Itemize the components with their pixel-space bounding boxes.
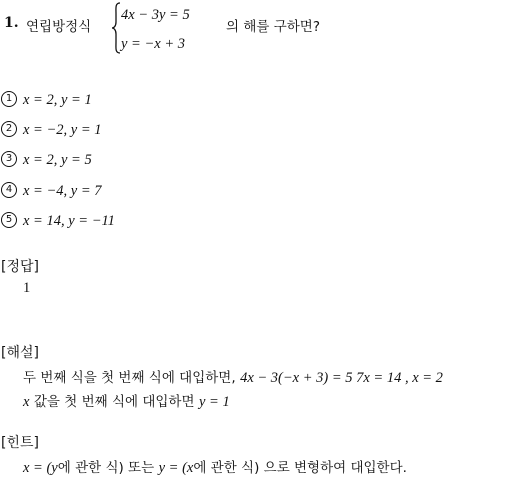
left-brace-icon	[111, 2, 121, 54]
choice-2[interactable]	[1, 122, 101, 139]
explanation-math: 4x − 3(−x + 3) = 5 7x = 14 , x = 2	[240, 370, 443, 386]
choice-text: x = −2, y = 1	[23, 122, 102, 138]
explanation-text: 값을 첫 번째 식에 대입하면	[33, 394, 195, 410]
choice-text: x = 14, y = −11	[23, 213, 115, 229]
choice-marker: 2	[1, 121, 17, 137]
question-label: 연립방정식	[26, 19, 92, 35]
question-number: 1.	[4, 15, 19, 31]
hint-math: y = (x	[158, 460, 194, 476]
question-tail: 의 해를 구하면?	[226, 19, 320, 35]
hint-text: 에 관한 식) 으로 변형하여 대입한다.	[193, 460, 407, 476]
hint-math: x = (y	[23, 460, 58, 476]
choice-text: x = 2, y = 1	[23, 92, 92, 108]
hint-text: 에 관한 식) 또는	[57, 460, 155, 476]
choice-text: x = 2, y = 5	[23, 152, 92, 168]
explanation-label: [해설]	[1, 345, 39, 361]
choice-3[interactable]	[1, 152, 92, 169]
explanation-line-2	[23, 390, 230, 411]
choice-marker: 1	[1, 91, 17, 107]
system-equation-2: y = −x + 3	[121, 36, 185, 52]
system-equation-1: 4x − 3y = 5	[121, 7, 190, 23]
choice-marker: 5	[1, 212, 17, 228]
choice-4[interactable]	[1, 183, 101, 200]
answer-label: [정답]	[1, 259, 39, 275]
choice-text: x = −4, y = 7	[23, 183, 102, 199]
explanation-text: 두 번째 식을 첫 번째 식에 대입하면,	[23, 370, 236, 386]
answer-value: 1	[23, 280, 31, 296]
explanation-math-end: y = 1	[198, 394, 230, 410]
hint-label: [힌트]	[1, 435, 39, 451]
choice-5[interactable]	[1, 213, 115, 230]
explanation-math: x	[23, 394, 30, 410]
choice-marker: 3	[1, 151, 17, 167]
explanation-line-1	[23, 366, 443, 387]
choice-1[interactable]	[1, 92, 92, 109]
choice-marker: 4	[1, 182, 17, 198]
